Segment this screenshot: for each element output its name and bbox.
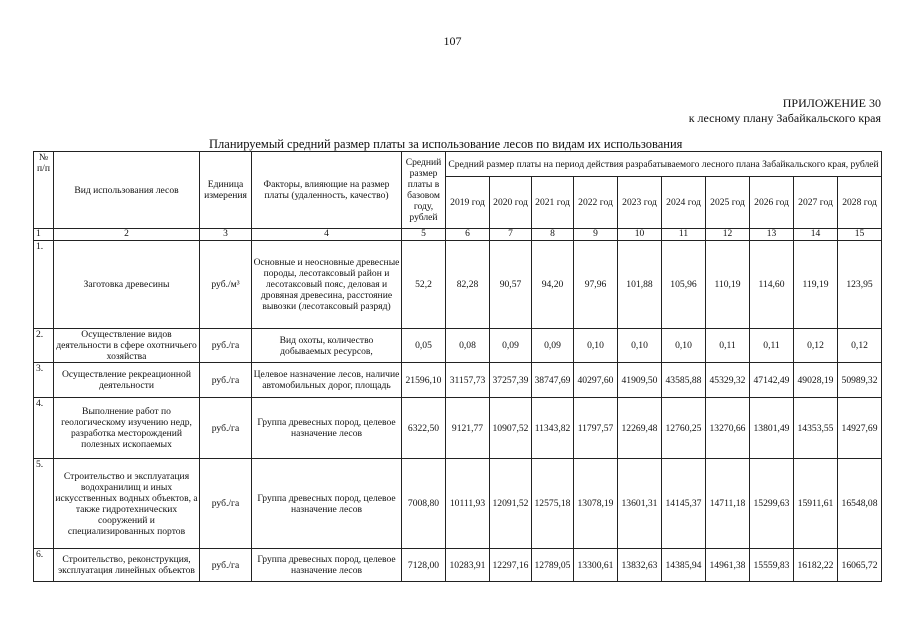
- header-year: 2019 год: [446, 177, 490, 229]
- year-value-cell: 101,88: [618, 241, 662, 329]
- column-index: 13: [750, 229, 794, 241]
- row-number: 2.: [34, 329, 54, 363]
- table-row: [34, 363, 882, 398]
- year-value-cell: 12575,18: [532, 459, 574, 549]
- table-row: [34, 398, 882, 459]
- year-value-cell: 14385,94: [662, 549, 706, 582]
- unit-cell: руб./га: [200, 363, 252, 398]
- year-value-cell: 13832,63: [618, 549, 662, 582]
- use-type-cell: Строительство и эксплуатация водохранилищ и иных искусственных водных объектов, а также гидротехнических сооружений и специализированных портов: [54, 459, 200, 549]
- header-year: 2025 год: [706, 177, 750, 229]
- column-index: 9: [574, 229, 618, 241]
- base-value-cell: 7008,80: [402, 459, 446, 549]
- column-index: 15: [838, 229, 882, 241]
- year-value-cell: 0,08: [446, 329, 490, 363]
- year-value-cell: 14961,38: [706, 549, 750, 582]
- year-value-cell: 14353,55: [794, 398, 838, 459]
- base-value-cell: 0,05: [402, 329, 446, 363]
- unit-cell: руб./га: [200, 459, 252, 549]
- use-type-cell: Осуществление видов деятельности в сфере охотничьего хозяйства: [54, 329, 200, 363]
- year-value-cell: 0,12: [838, 329, 882, 363]
- header-year: 2026 год: [750, 177, 794, 229]
- factors-cell: Группа древесных пород, целевое назначение лесов: [252, 549, 402, 582]
- year-value-cell: 119,19: [794, 241, 838, 329]
- year-value-cell: 12297,16: [490, 549, 532, 582]
- year-value-cell: 43585,88: [662, 363, 706, 398]
- year-value-cell: 0,10: [662, 329, 706, 363]
- page-number: 107: [443, 34, 462, 48]
- base-value-cell: 7128,00: [402, 549, 446, 582]
- row-number: 6.: [34, 549, 54, 582]
- year-value-cell: 10907,52: [490, 398, 532, 459]
- year-value-cell: 10283,91: [446, 549, 490, 582]
- year-value-cell: 0,09: [490, 329, 532, 363]
- year-value-cell: 49028,19: [794, 363, 838, 398]
- unit-cell: руб./га: [200, 329, 252, 363]
- use-type-cell: Заготовка древесины: [54, 241, 200, 329]
- table-title: Планируемый средний размер платы за использование лесов по видам их использования: [209, 137, 683, 151]
- year-value-cell: 15299,63: [750, 459, 794, 549]
- year-value-cell: 14927,69: [838, 398, 882, 459]
- year-value-cell: 15911,61: [794, 459, 838, 549]
- year-value-cell: 0,11: [750, 329, 794, 363]
- use-type-cell: Строительство, реконструкция, эксплуатация линейных объектов: [54, 549, 200, 582]
- row-number: 5.: [34, 459, 54, 549]
- column-index: 2: [54, 229, 200, 241]
- year-value-cell: 50989,32: [838, 363, 882, 398]
- year-value-cell: 16182,22: [794, 549, 838, 582]
- use-type-cell: Выполнение работ по геологическому изучению недр, разработка месторождений полезных ископаемых: [54, 398, 200, 459]
- year-value-cell: 40297,60: [574, 363, 618, 398]
- header-unit: Единица измерения: [200, 152, 252, 229]
- header-year: 2022 год: [574, 177, 618, 229]
- base-value-cell: 52,2: [402, 241, 446, 329]
- header-base: Средний размер платы в базовом году, рублей: [402, 152, 446, 229]
- year-value-cell: 16065,72: [838, 549, 882, 582]
- year-value-cell: 82,28: [446, 241, 490, 329]
- column-index: 8: [532, 229, 574, 241]
- header-num: № п/п: [34, 152, 54, 229]
- year-value-cell: 123,95: [838, 241, 882, 329]
- year-value-cell: 11343,82: [532, 398, 574, 459]
- column-index: 11: [662, 229, 706, 241]
- table-row: [34, 549, 882, 582]
- column-index: 1: [34, 229, 54, 241]
- header-year: 2028 год: [838, 177, 882, 229]
- header-use-type: Вид использования лесов: [54, 152, 200, 229]
- column-index: 7: [490, 229, 532, 241]
- factors-cell: Основные и неосновные древесные породы, лесотаксовый район и лесотаксовый пояс, деловая и дровяная древесина, расстояние вывозки (лесотаксовый разряд): [252, 241, 402, 329]
- year-value-cell: 12269,48: [618, 398, 662, 459]
- factors-cell: Группа древесных пород, целевое назначение лесов: [252, 459, 402, 549]
- year-value-cell: 38747,69: [532, 363, 574, 398]
- year-value-cell: 9121,77: [446, 398, 490, 459]
- year-value-cell: 0,10: [574, 329, 618, 363]
- year-value-cell: 41909,50: [618, 363, 662, 398]
- year-value-cell: 37257,39: [490, 363, 532, 398]
- row-number: 4.: [34, 398, 54, 459]
- year-value-cell: 13270,66: [706, 398, 750, 459]
- year-value-cell: 94,20: [532, 241, 574, 329]
- column-index: 3: [200, 229, 252, 241]
- unit-cell: руб./га: [200, 398, 252, 459]
- year-value-cell: 13601,31: [618, 459, 662, 549]
- unit-cell: руб./м³: [200, 241, 252, 329]
- row-number: 3.: [34, 363, 54, 398]
- column-index: 12: [706, 229, 750, 241]
- column-index: 14: [794, 229, 838, 241]
- year-value-cell: 14711,18: [706, 459, 750, 549]
- year-value-cell: 97,96: [574, 241, 618, 329]
- year-value-cell: 90,57: [490, 241, 532, 329]
- year-value-cell: 0,12: [794, 329, 838, 363]
- header-year: 2020 год: [490, 177, 532, 229]
- header-year: 2021 год: [532, 177, 574, 229]
- year-value-cell: 0,11: [706, 329, 750, 363]
- factors-cell: Вид охоты, количество добываемых ресурсов,: [252, 329, 402, 363]
- year-value-cell: 13801,49: [750, 398, 794, 459]
- year-value-cell: 14145,37: [662, 459, 706, 549]
- factors-cell: Группа древесных пород, целевое назначение лесов: [252, 398, 402, 459]
- year-value-cell: 11797,57: [574, 398, 618, 459]
- year-value-cell: 105,96: [662, 241, 706, 329]
- year-value-cell: 16548,08: [838, 459, 882, 549]
- column-index: 5: [402, 229, 446, 241]
- appendix-title: ПРИЛОЖЕНИЕ 30: [782, 96, 881, 110]
- unit-cell: руб./га: [200, 549, 252, 582]
- year-value-cell: 12091,52: [490, 459, 532, 549]
- year-value-cell: 114,60: [750, 241, 794, 329]
- header-period: Средний размер платы на период действия разрабатываемого лесного плана Забайкальского края, рублей: [446, 152, 882, 177]
- year-value-cell: 15559,83: [750, 549, 794, 582]
- year-value-cell: 110,19: [706, 241, 750, 329]
- header-factors: Факторы, влияющие на размер платы (удаленность, качество): [252, 152, 402, 229]
- fee-table: [33, 151, 882, 582]
- year-value-cell: 13300,61: [574, 549, 618, 582]
- table-row: [34, 329, 882, 363]
- column-index: 4: [252, 229, 402, 241]
- year-value-cell: 0,10: [618, 329, 662, 363]
- row-number: 1.: [34, 241, 54, 329]
- year-value-cell: 12760,25: [662, 398, 706, 459]
- base-value-cell: 21596,10: [402, 363, 446, 398]
- year-value-cell: 12789,05: [532, 549, 574, 582]
- header-year: 2027 год: [794, 177, 838, 229]
- year-value-cell: 0,09: [532, 329, 574, 363]
- year-value-cell: 47142,49: [750, 363, 794, 398]
- header-year: 2023 год: [618, 177, 662, 229]
- use-type-cell: Осуществление рекреационной деятельности: [54, 363, 200, 398]
- year-value-cell: 10111,93: [446, 459, 490, 549]
- year-value-cell: 13078,19: [574, 459, 618, 549]
- header-year: 2024 год: [662, 177, 706, 229]
- column-index: 10: [618, 229, 662, 241]
- appendix-subtitle: к лесному плану Забайкальского края: [688, 111, 881, 125]
- year-value-cell: 31157,73: [446, 363, 490, 398]
- year-value-cell: 45329,32: [706, 363, 750, 398]
- table-row: [34, 459, 882, 549]
- table-row: [34, 241, 882, 329]
- column-index: 6: [446, 229, 490, 241]
- factors-cell: Целевое назначение лесов, наличие автомобильных дорог, площадь: [252, 363, 402, 398]
- base-value-cell: 6322,50: [402, 398, 446, 459]
